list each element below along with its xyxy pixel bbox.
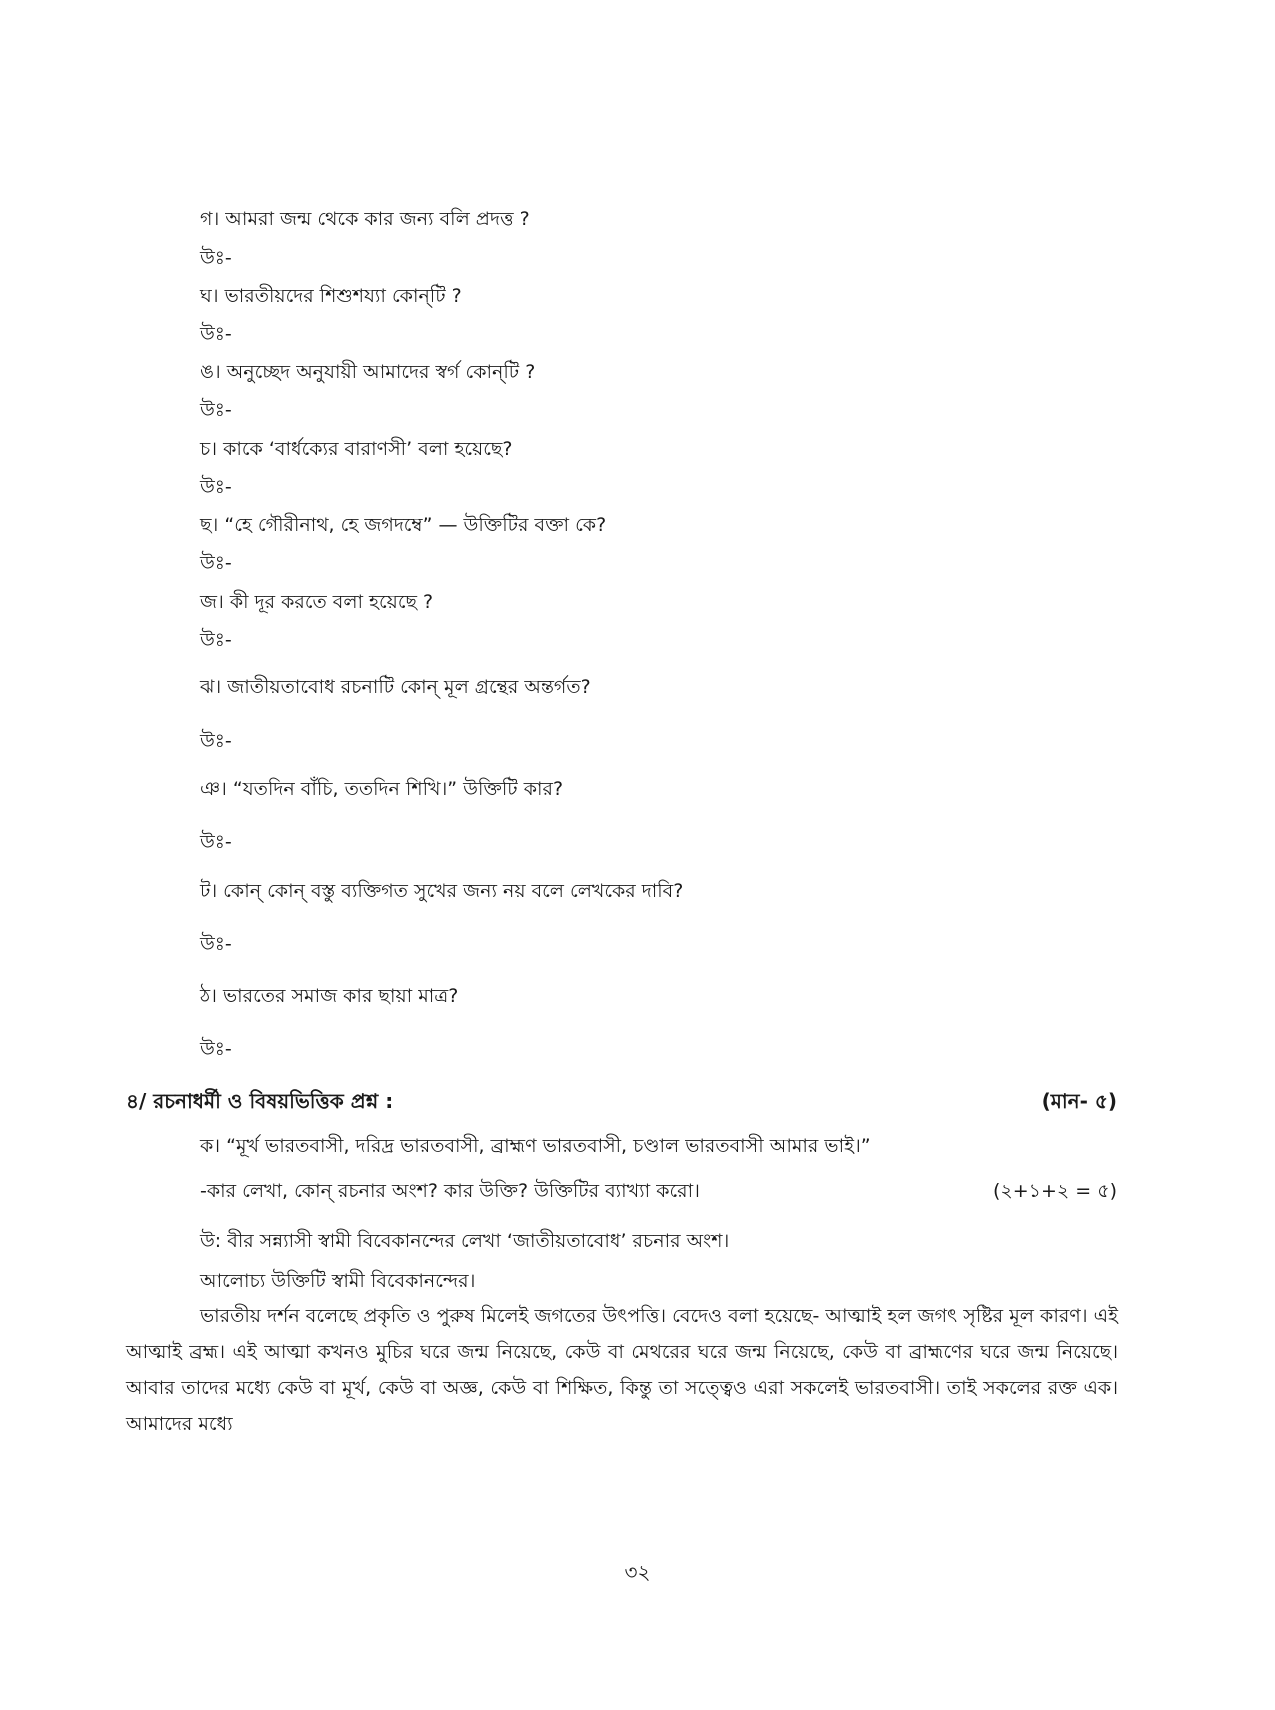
answer-ta: উঃ- bbox=[200, 933, 232, 955]
essay-question: ক। “মূর্খ ভারতবাসী, দরিদ্র ভারতবাসী, ব্রাহ্মণ ভারতবাসী, চণ্ডাল ভারতবাসী আমার ভাই।” bbox=[200, 1135, 871, 1157]
essay-sub-question: -কার লেখা, কোন্‌ রচনার অংশ? কার উক্তি? উক্তিটির ব্যাখ্যা করো। bbox=[200, 1180, 700, 1202]
question-nga: ঙ। অনুচ্ছেদ অনুযায়ী আমাদের স্বর্গ কোন্‌টি ? bbox=[200, 361, 536, 383]
answer-cha: উঃ- bbox=[200, 476, 232, 498]
question-nya: ঞ। “যতদিন বাঁচি, ততদিন শিখি।” উক্তিটি কার? bbox=[200, 778, 564, 800]
answer-ja: উঃ- bbox=[200, 629, 232, 651]
page-number: ৩২ bbox=[624, 1560, 651, 1584]
question-ga: গ। আমরা জন্ম থেকে কার জন্য বলি প্রদত্ত ? bbox=[200, 208, 530, 230]
answer-nga: উঃ- bbox=[200, 399, 232, 421]
answer-jha: উঃ- bbox=[200, 730, 232, 752]
answer-tha: উঃ- bbox=[200, 1038, 232, 1060]
question-ja: জ। কী দূর করতে বলা হয়েছে ? bbox=[200, 591, 434, 613]
essay-sub-marks: (২+১+২ = ৫) bbox=[992, 1180, 1117, 1202]
section-marks: (মান- ৫) bbox=[1041, 1089, 1117, 1113]
question-tha: ঠ। ভারতের সমাজ কার ছায়া মাত্র? bbox=[200, 985, 459, 1007]
question-jha: ঝ। জাতীয়তাবোধ রচনাটি কোন্‌ মূল গ্রন্থের অন্তর্গত? bbox=[200, 676, 591, 698]
answer-nya: উঃ- bbox=[200, 831, 232, 853]
answer-paragraph: ভারতীয় দর্শন বলেছে প্রকৃতি ও পুরুষ মিলেই জগতের উৎপত্তি। বেদেও বলা হয়েছে- আত্মাই হল জগৎ সৃষ্টির মূল কারণ। এই আত্মাই ব্রহ্ম। এই আত্মা কখনও মুচির ঘরে জন্ম নিয়েছে, কেউ বা মেথরের ঘরে জন্ম নিয়েছে, কেউ বা ব্রাহ্মণের ঘরে জন্ম নিয়েছে। আবার তাদের মধ্যে কেউ বা মূর্খ, কেউ বা অজ্ঞ, কেউ বা শিক্ষিত, কিন্তু তা সত্ত্বেও এরা সকলেই ভারতবাসী। তাই সকলের রক্ত এক। আমাদের মধ্যে bbox=[126, 1305, 1118, 1435]
question-gha: ঘ। ভারতীয়দের শিশুশয্যা কোন্‌টি ? bbox=[200, 285, 462, 307]
answer-line-1: উ: বীর সন্ন্যাসী স্বামী বিবেকানন্দের লেখা ‘জাতীয়তাবোধ’ রচনার অংশ। bbox=[200, 1230, 730, 1252]
answer-gha: উঃ- bbox=[200, 323, 232, 345]
answer-chha: উঃ- bbox=[200, 552, 232, 574]
question-cha: চ। কাকে ‘বার্ধক্যের বারাণসী’ বলা হয়েছে? bbox=[200, 438, 513, 460]
section-heading: ৪/ রচনাধর্মী ও বিষয়ভিত্তিক প্রশ্ন : bbox=[126, 1089, 394, 1113]
question-ta: ট। কোন্‌ কোন্‌ বস্তু ব্যক্তিগত সুখের জন্য নয় বলে লেখকের দাবি? bbox=[200, 880, 684, 902]
answer-ga: উঃ- bbox=[200, 247, 232, 269]
answer-line-2: আলোচ্য উক্তিটি স্বামী বিবেকানন্দের। bbox=[200, 1270, 476, 1292]
question-chha: ছ। “হে গৌরীনাথ, হে জগদম্বে” — উক্তিটির বক্তা কে? bbox=[200, 514, 607, 536]
